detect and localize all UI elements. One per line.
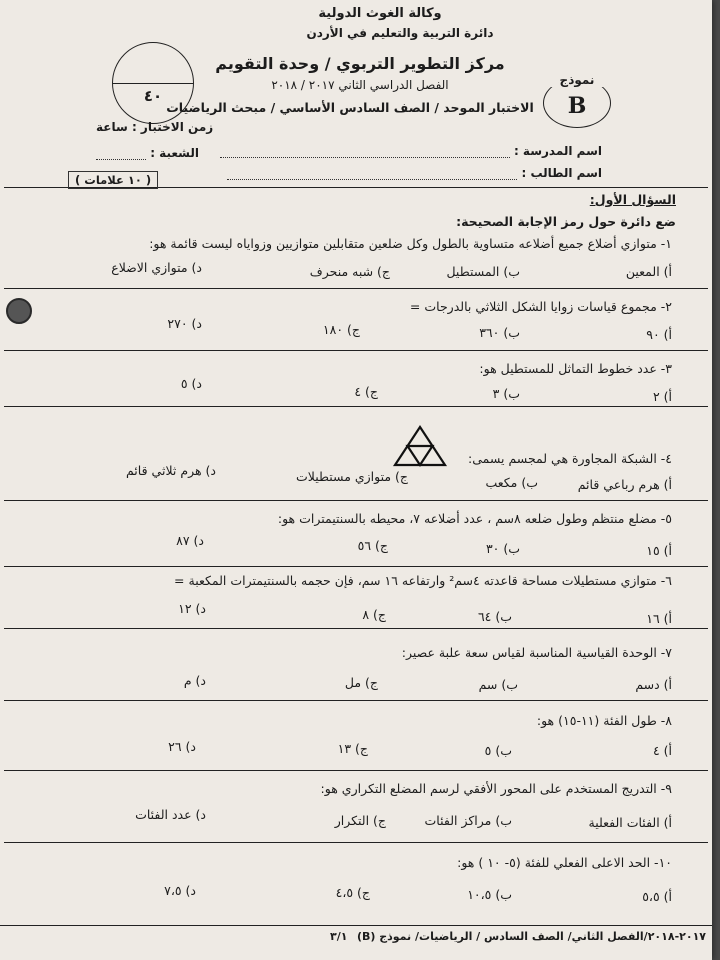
question-1	[4, 232, 708, 288]
option-b[interactable]: ب) ٣	[492, 386, 520, 401]
school-name-label: اسم المدرسة :	[513, 144, 602, 158]
option-d[interactable]: د) ٧،٥	[164, 883, 196, 898]
total-score: ٤٠	[143, 87, 163, 105]
school-name-field[interactable]	[220, 144, 602, 158]
footer-text: ٢٠١٧-٢٠١٨/الفصل الثاني/ الصف السادس / الرياضيات/ نموذج (B)	[356, 930, 706, 943]
org-name-2: دائرة التربية والتعليم في الأردن	[306, 26, 494, 40]
question-2	[4, 288, 708, 351]
question-3	[4, 350, 708, 407]
option-c[interactable]: ج) مل	[344, 675, 378, 690]
option-d[interactable]: د) ١٢	[178, 601, 206, 616]
score-divider	[113, 83, 193, 84]
section-label: الشعبة :	[150, 146, 199, 160]
form-label: نموذج	[549, 73, 605, 87]
question-4	[4, 406, 708, 501]
school-name-line[interactable]	[220, 157, 510, 158]
question-stem: ١٠- الحد الاعلى الفعلي للفئة (٥- ١٠ ) هو:	[457, 855, 672, 870]
section-line[interactable]	[96, 159, 146, 160]
section-title: السؤال الأول:	[589, 192, 676, 207]
student-name-label: اسم الطالب :	[521, 166, 602, 180]
question-8	[4, 700, 708, 771]
term-label: الفصل الدراسي الثاني ٢٠١٧ / ٢٠١٨	[271, 78, 449, 92]
option-d[interactable]: د) ٢٧٠	[167, 316, 202, 331]
option-d[interactable]: د) هرم ثلاثي قائم	[125, 463, 216, 478]
question-stem: ١- متوازي أضلاع جميع أضلاعه متساوية بالطول وكل ضلعين متقابلين متوازيين وزواياه ليست قائمة هو:	[149, 236, 672, 251]
question-stem: ٧- الوحدة القياسية المناسبة لقياس سعة علبة عصير:	[401, 645, 672, 660]
page-footer	[0, 925, 712, 943]
option-b[interactable]: ب) سم	[478, 677, 518, 692]
center-name: مركز التطوير التربوي / وحدة التقويم	[215, 54, 505, 73]
option-c[interactable]: ج) شبه منحرف	[309, 264, 390, 279]
section-field[interactable]	[96, 146, 199, 160]
option-a[interactable]: أ) ١٥	[646, 543, 672, 558]
question-stem: ٢- مجموع قياسات زوايا الشكل الثلاثي بالدرجات =	[409, 299, 672, 314]
option-d[interactable]: د) عدد الفئات	[135, 807, 206, 822]
org-name-1: وكالة الغوث الدولية	[318, 6, 442, 21]
question-6	[4, 566, 708, 629]
option-a[interactable]: أ) ١٦	[646, 611, 672, 626]
option-c[interactable]: ج) ٤	[354, 384, 378, 399]
option-b[interactable]: ب) مراكز الفئات	[424, 813, 512, 828]
score-circle	[112, 42, 194, 124]
option-b[interactable]: ب) المستطيل	[446, 264, 520, 279]
option-a[interactable]: أ) الفئات الفعلية	[588, 815, 672, 830]
question-stem: ٥- مضلع منتظم وطول ضلعه ٨سم ، عدد أضلاعه ٧، محيطه بالسنتيمترات هو:	[277, 511, 672, 526]
form-badge	[543, 73, 611, 128]
option-a[interactable]: أ) ٩٠	[646, 327, 672, 342]
question-7	[4, 628, 708, 695]
question-stem: ٣- عدد خطوط التماثل للمستطيل هو:	[479, 361, 672, 376]
option-d[interactable]: د) م	[183, 673, 206, 688]
option-a[interactable]: أ) هرم رباعي قائم	[577, 477, 672, 492]
option-c[interactable]: ج) متوازي مستطيلات	[296, 469, 408, 484]
student-name-line[interactable]	[227, 179, 517, 180]
option-c[interactable]: ج) ١٣	[337, 741, 368, 756]
option-d[interactable]: د) ٢٦	[168, 739, 196, 754]
triangular-pyramid-net-icon	[392, 424, 448, 468]
option-b[interactable]: ب) ٦٤	[477, 609, 512, 624]
question-10	[4, 842, 708, 925]
option-c[interactable]: ج) ٥٦	[357, 538, 388, 553]
section-marks: ( ١٠ علامات )	[68, 171, 158, 189]
option-c[interactable]: ج) ٤،٥	[335, 885, 370, 900]
option-a[interactable]: أ) المعين	[625, 264, 672, 279]
option-c[interactable]: ج) التكرار	[334, 813, 386, 828]
option-c[interactable]: ج) ١٨٠	[322, 322, 360, 337]
option-b[interactable]: ب) ٥	[484, 743, 512, 758]
question-stem: ٤- الشبكة المجاورة هي لمجسم يسمى:	[468, 451, 672, 466]
question-5	[4, 500, 708, 567]
page-number: ٣/١	[330, 930, 348, 943]
option-d[interactable]: د) متوازي الاضلاع	[111, 260, 202, 275]
option-c[interactable]: ج) ٨	[362, 607, 386, 622]
student-name-field[interactable]	[227, 166, 602, 180]
option-a[interactable]: أ) ٤	[652, 743, 672, 758]
exam-title: الاختبار الموحد / الصف السادس الأساسي / مبحث الرياضيات	[166, 100, 534, 115]
question-stem: ٦- متوازي مستطيلات مساحة قاعدته ٤سم² وارتفاعه ١٦ سم، فإن حجمه بالسنتيمترات المكعبة =	[174, 573, 672, 588]
option-b[interactable]: ب) ١٠،٥	[467, 887, 512, 902]
option-a[interactable]: أ) ٢	[652, 389, 672, 404]
option-a[interactable]: أ) ٥،٥	[642, 889, 672, 904]
option-d[interactable]: د) ٨٧	[176, 533, 204, 548]
option-a[interactable]: أ) دسم	[635, 677, 672, 692]
exam-time: زمن الاختبار : ساعة	[96, 120, 214, 134]
form-code: B	[567, 93, 587, 119]
option-b[interactable]: ب) ٣٦٠	[479, 325, 520, 340]
question-stem: ٩- التدريج المستخدم على المحور الأفقي لرسم المضلع التكراري هو:	[320, 781, 672, 796]
question-9	[4, 770, 708, 841]
option-d[interactable]: د) ٥	[180, 376, 202, 391]
instruction: ضع دائرة حول رمز الإجابة الصحيحة:	[456, 214, 676, 229]
question-stem: ٨- طول الفئة (١١-١٥) هو:	[536, 713, 672, 728]
option-b[interactable]: ب) مكعب	[485, 475, 538, 490]
option-b[interactable]: ب) ٣٠	[485, 541, 520, 556]
